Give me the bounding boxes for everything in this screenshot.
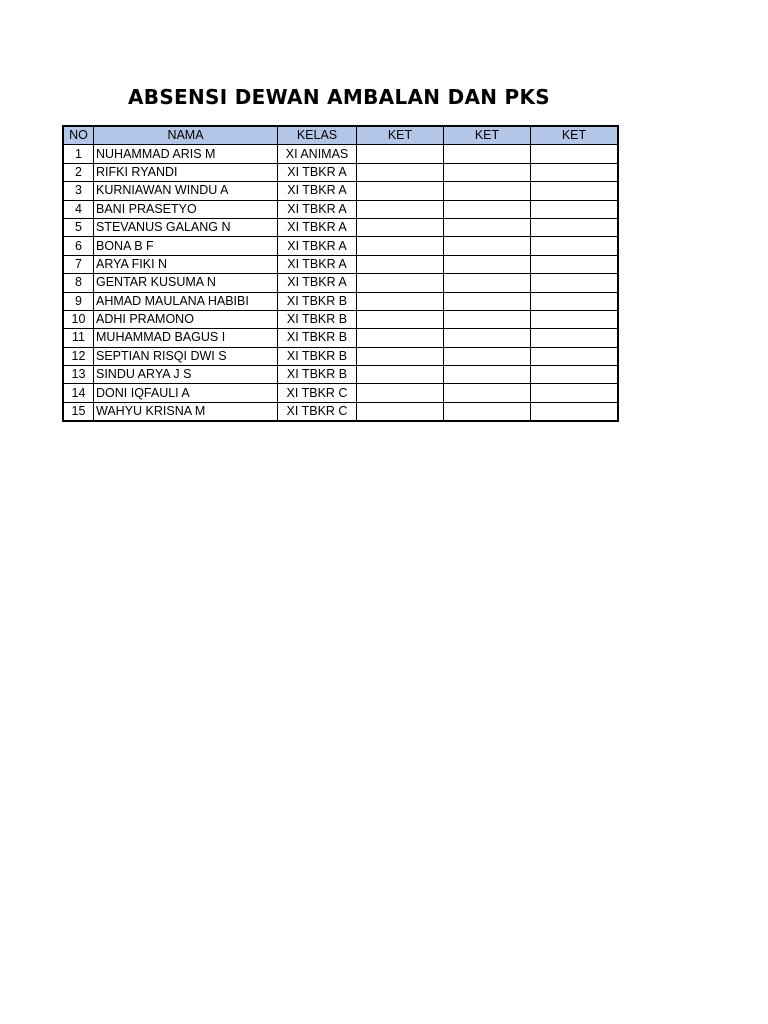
cell-kelas: XI TBKR C [278, 384, 357, 402]
cell-ket-3 [531, 255, 619, 273]
cell-no: 4 [63, 200, 94, 218]
header-ket-2: KET [444, 126, 531, 145]
cell-ket-3 [531, 163, 619, 181]
cell-no: 12 [63, 347, 94, 365]
cell-ket-1 [357, 200, 444, 218]
cell-no: 2 [63, 163, 94, 181]
cell-ket-3 [531, 384, 619, 402]
cell-ket-2 [444, 237, 531, 255]
table-row [63, 182, 618, 200]
cell-kelas: XI TBKR A [278, 218, 357, 236]
cell-kelas: XI TBKR B [278, 347, 357, 365]
cell-no: 5 [63, 218, 94, 236]
cell-ket-3 [531, 366, 619, 384]
table-row [63, 347, 618, 365]
table-row [63, 329, 618, 347]
table-row [63, 274, 618, 292]
cell-kelas: XI TBKR A [278, 237, 357, 255]
table-row [63, 237, 618, 255]
cell-ket-3 [531, 329, 619, 347]
table-row [63, 292, 618, 310]
cell-ket-1 [357, 145, 444, 163]
cell-ket-2 [444, 292, 531, 310]
cell-no: 3 [63, 182, 94, 200]
cell-kelas: XI TBKR B [278, 329, 357, 347]
cell-ket-3 [531, 310, 619, 328]
header-ket-1: KET [357, 126, 444, 145]
cell-ket-2 [444, 310, 531, 328]
cell-ket-1 [357, 366, 444, 384]
cell-ket-1 [357, 347, 444, 365]
table-row [63, 366, 618, 384]
cell-ket-1 [357, 218, 444, 236]
table-row [63, 218, 618, 236]
cell-no: 11 [63, 329, 94, 347]
cell-ket-1 [357, 237, 444, 255]
cell-kelas: XI TBKR B [278, 310, 357, 328]
cell-ket-1 [357, 274, 444, 292]
header-kelas: KELAS [278, 126, 357, 145]
cell-ket-3 [531, 274, 619, 292]
cell-no: 10 [63, 310, 94, 328]
table-body [63, 145, 618, 421]
cell-nama: WAHYU KRISNA M [94, 402, 278, 421]
cell-kelas: XI TBKR A [278, 163, 357, 181]
cell-nama: GENTAR KUSUMA N [94, 274, 278, 292]
cell-ket-1 [357, 402, 444, 421]
cell-kelas: XI TBKR A [278, 255, 357, 273]
cell-ket-1 [357, 182, 444, 200]
cell-ket-2 [444, 200, 531, 218]
cell-kelas: XI TBKR B [278, 292, 357, 310]
attendance-table [62, 125, 619, 422]
cell-nama: SEPTIAN RISQI DWI S [94, 347, 278, 365]
table-row [63, 384, 618, 402]
cell-ket-1 [357, 329, 444, 347]
cell-nama: ARYA FIKI N [94, 255, 278, 273]
cell-no: 15 [63, 402, 94, 421]
cell-nama: BONA B F [94, 237, 278, 255]
cell-ket-3 [531, 200, 619, 218]
cell-ket-1 [357, 292, 444, 310]
cell-ket-2 [444, 182, 531, 200]
cell-ket-2 [444, 163, 531, 181]
table-row [63, 200, 618, 218]
cell-kelas: XI ANIMAS [278, 145, 357, 163]
table-row [63, 255, 618, 273]
cell-ket-3 [531, 402, 619, 421]
cell-kelas: XI TBKR A [278, 200, 357, 218]
cell-nama: AHMAD MAULANA HABIBI [94, 292, 278, 310]
header-no: NO [63, 126, 94, 145]
table-row [63, 310, 618, 328]
cell-ket-3 [531, 218, 619, 236]
table-header-row [63, 126, 618, 145]
cell-nama: RIFKI RYANDI [94, 163, 278, 181]
table-row [63, 402, 618, 421]
cell-ket-2 [444, 218, 531, 236]
cell-kelas: XI TBKR A [278, 274, 357, 292]
cell-nama: DONI IQFAULI A [94, 384, 278, 402]
cell-ket-1 [357, 255, 444, 273]
table-row [63, 145, 618, 163]
cell-no: 9 [63, 292, 94, 310]
cell-ket-3 [531, 347, 619, 365]
header-ket-3: KET [531, 126, 619, 145]
cell-nama: SINDU ARYA J S [94, 366, 278, 384]
cell-ket-2 [444, 255, 531, 273]
cell-kelas: XI TBKR C [278, 402, 357, 421]
cell-ket-3 [531, 237, 619, 255]
cell-ket-2 [444, 402, 531, 421]
cell-ket-2 [444, 329, 531, 347]
table-row [63, 163, 618, 181]
cell-nama: BANI PRASETYO [94, 200, 278, 218]
cell-nama: STEVANUS GALANG N [94, 218, 278, 236]
cell-no: 7 [63, 255, 94, 273]
header-nama: NAMA [94, 126, 278, 145]
cell-ket-2 [444, 366, 531, 384]
cell-nama: MUHAMMAD BAGUS I [94, 329, 278, 347]
cell-ket-3 [531, 145, 619, 163]
cell-no: 14 [63, 384, 94, 402]
cell-ket-1 [357, 384, 444, 402]
cell-kelas: XI TBKR A [278, 182, 357, 200]
cell-ket-2 [444, 274, 531, 292]
cell-ket-3 [531, 292, 619, 310]
cell-ket-2 [444, 384, 531, 402]
cell-ket-1 [357, 310, 444, 328]
cell-nama: KURNIAWAN WINDU A [94, 182, 278, 200]
document-title: ABSENSI DEWAN AMBALAN DAN PKS [128, 85, 551, 109]
cell-ket-3 [531, 182, 619, 200]
cell-no: 13 [63, 366, 94, 384]
cell-nama: NUHAMMAD ARIS M [94, 145, 278, 163]
cell-no: 6 [63, 237, 94, 255]
cell-ket-1 [357, 163, 444, 181]
cell-ket-2 [444, 145, 531, 163]
cell-ket-2 [444, 347, 531, 365]
cell-kelas: XI TBKR B [278, 366, 357, 384]
cell-no: 8 [63, 274, 94, 292]
cell-nama: ADHI PRAMONO [94, 310, 278, 328]
cell-no: 1 [63, 145, 94, 163]
